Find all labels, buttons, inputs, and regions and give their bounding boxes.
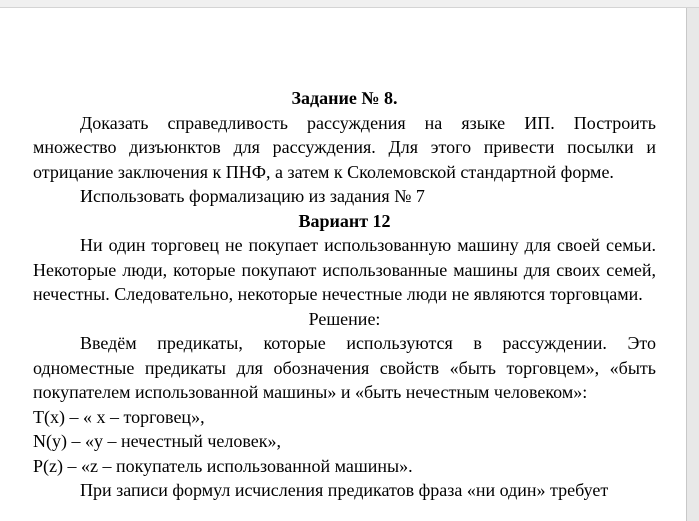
solution-title: Решение: <box>308 308 381 329</box>
variant-title: Вариант 12 <box>298 210 391 231</box>
page-content <box>33 86 656 503</box>
predicate-definition-n: N(y) – «y – нечестный человек», <box>33 431 282 451</box>
task-title: Задание № 8. <box>291 88 398 108</box>
solution-intro: Введём предикаты, которые используются в рассуждении. Это одноместные предикаты для обозначения свойств «быть торговцем», «быть покупателем использованной машины» и «быть нечестным человеком»: <box>33 333 656 402</box>
viewer-top-edge <box>0 0 699 8</box>
predicate-definition-p: P(z) – «z – покупатель использованной машины». <box>33 455 413 476</box>
task-text: Доказать справедливость рассуждения на языке ИП. Построить множество дизъюнктов для рассуждения. Для этого привести посылки и отрицание заключения к ПНФ, а затем к Сколемовской стандартной форме. <box>33 112 656 182</box>
predicate-definition-t: T(x) – « x – торговец», <box>33 406 205 427</box>
argument-text: Ни один торговец не покупает использованную машину для своей семьи. Некоторые люди, которые покупают использованные машины для своих семей, нечестны. Следовательно, некоторые нечестные люди не являются торговцами. <box>33 235 656 304</box>
partial-line: При записи формул исчисления предикатов фраза «ни один» требует <box>80 480 609 500</box>
formalization-note: Использовать формализацию из задания № 7 <box>80 186 425 206</box>
